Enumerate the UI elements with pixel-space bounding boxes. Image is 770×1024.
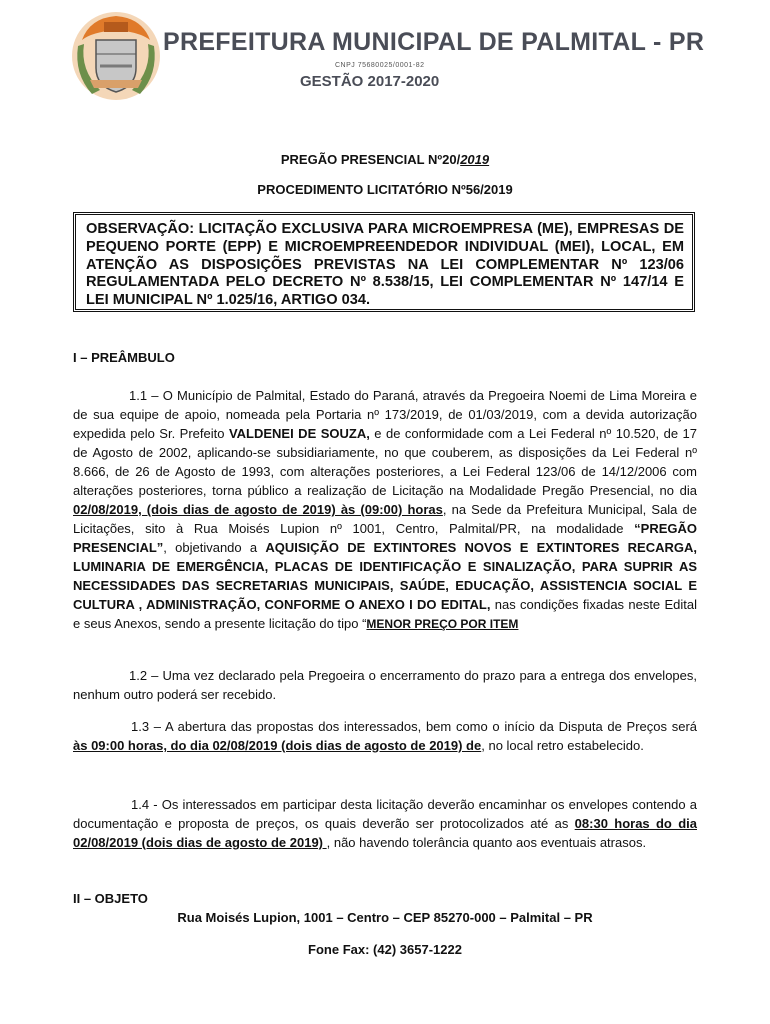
gestao-period: GESTÃO 2017-2020 bbox=[300, 73, 440, 90]
section-objeto-heading: II – OBJETO bbox=[73, 891, 148, 906]
footer-phone: Fone Fax: (42) 3657-1222 bbox=[308, 942, 462, 957]
p14-text-1: 1.4 - Os interessados em participar desta licitação deverão encaminhar os envelopes contendo a documentação e proposta de preços, os quais deverão ser protocolizados até as bbox=[73, 797, 697, 831]
pregao-title bbox=[0, 152, 770, 167]
paragraph-1-1 bbox=[73, 386, 697, 634]
p13-text-1: 1.3 – A abertura das propostas dos interessados, bem como o início da Disputa de Preços será bbox=[131, 719, 697, 734]
p11-text-2: e de conformidade com a Lei Federal nº 10.520, de 17 de Agosto de 2002, aplicando-se subsidiariamente, no que couberem, as disposições da Lei Federal nº 8.666, de 26 de Agosto de 1993, com alterações posteriores, a Lei Federal 123/06 de 14/12/2006 com alterações posteriores, torna público a realização de Licitação na Modalidade Pregão Presencial, no dia bbox=[73, 426, 697, 498]
p11-text-3: , na Sede da Prefeitura Municipal, Sala de Licitações, sito à Rua Moisés Lupion nº 1001, Centro, Palmital/PR, na modalidade bbox=[73, 502, 698, 536]
letterhead bbox=[70, 10, 710, 105]
p11-text-5: nas condições fixadas neste Edital e seus Anexos, sendo a presente licitação do tipo “ bbox=[73, 597, 697, 631]
delivery-deadline: 08:30 horas do dia 02/08/2019 (dois dias de agosto de 2019) bbox=[73, 816, 697, 850]
p13-text-2: , no local retro estabelecido. bbox=[481, 738, 644, 753]
cnpj-number: CNPJ 75680025/0001-82 bbox=[335, 62, 425, 69]
opening-date: às 09:00 horas, do dia 02/08/2019 (dois dias de agosto de 2019) de bbox=[73, 738, 482, 753]
pregao-prefix: PREGÃO PRESENCIAL Nº20/ bbox=[280, 152, 461, 167]
section-preambulo-heading: I – PREÂMBULO bbox=[73, 350, 175, 365]
p11-text-4: , objetivando a bbox=[163, 540, 266, 555]
session-date: 02/08/2019, (dois dias de agosto de 2019) às (09:00) horas bbox=[73, 502, 443, 517]
procedimento-title: PROCEDIMENTO LICITATÓRIO Nº56/2019 bbox=[257, 182, 513, 197]
footer-address: Rua Moisés Lupion, 1001 – Centro – CEP 85270-000 – Palmital – PR bbox=[177, 910, 593, 925]
coat-of-arms-icon bbox=[70, 10, 162, 102]
paragraph-1-3 bbox=[73, 717, 697, 755]
modalidade: “PREGÃO PRESENCIAL” bbox=[73, 521, 697, 555]
p14-text-2: , não havendo tolerância quanto aos eventuais atrasos. bbox=[326, 835, 647, 850]
observation-box: OBSERVAÇÃO: LICITAÇÃO EXCLUSIVA PARA MICROEMPRESA (ME), EMPRESAS DE PEQUENO PORTE (EPP) E MICROEMPREENDEDOR INDIVIDUAL (MEI), LOCAL, EM ATENÇÃO AS DISPOSIÇÕES PREVISTAS NA LEI COMPLEMENTAR Nº 123/06 REGULAMENTADA PELO DECRETO Nº 8.538/15, LEI COMPLEMENTAR Nº 147/14 E LEI MUNICIPAL Nº 1.025/16, ARTIGO 034. bbox=[73, 212, 695, 312]
paragraph-1-4 bbox=[73, 795, 697, 852]
tipo-licitacao: MENOR PREÇO POR ITEM bbox=[366, 617, 519, 631]
paragraph-1-2: 1.2 – Uma vez declarado pela Pregoeira o encerramento do prazo para a entrega dos envelopes, nenhum outro poderá ser recebido. bbox=[73, 668, 697, 702]
objeto-description: AQUISIÇÃO DE EXTINTORES NOVOS E EXTINTORES RECARGA, LUMINARIA DE EMERGÊNCIA, PLACAS DE IDENTIFICAÇÃO E SINALIZAÇÃO, PARA SUPRIR AS NECESSIDADES DAS SECRETARIAS MUNICIPAIS, SAÚDE, EDUCAÇÃO, ASSISTENCIA SOCIAL E CULTURA , ADMINISTRAÇÃO, CONFORME O ANEXO I DO EDITAL, bbox=[73, 540, 697, 612]
org-title: PREFEITURA MUNICIPAL DE PALMITAL - PR bbox=[163, 28, 705, 56]
prefeito-name: VALDENEI DE SOUZA, bbox=[228, 426, 370, 441]
p11-text-1: 1.1 – O Município de Palmital, Estado do Paraná, através da Pregoeira Noemi de Lima Moreira e de sua equipe de apoio, nomeada pela Portaria nº 173/2019, de 01/03/2019, com a devida autorização expedida pelo Sr. Prefeito bbox=[73, 388, 697, 441]
pregao-year: 2019 bbox=[460, 152, 490, 167]
